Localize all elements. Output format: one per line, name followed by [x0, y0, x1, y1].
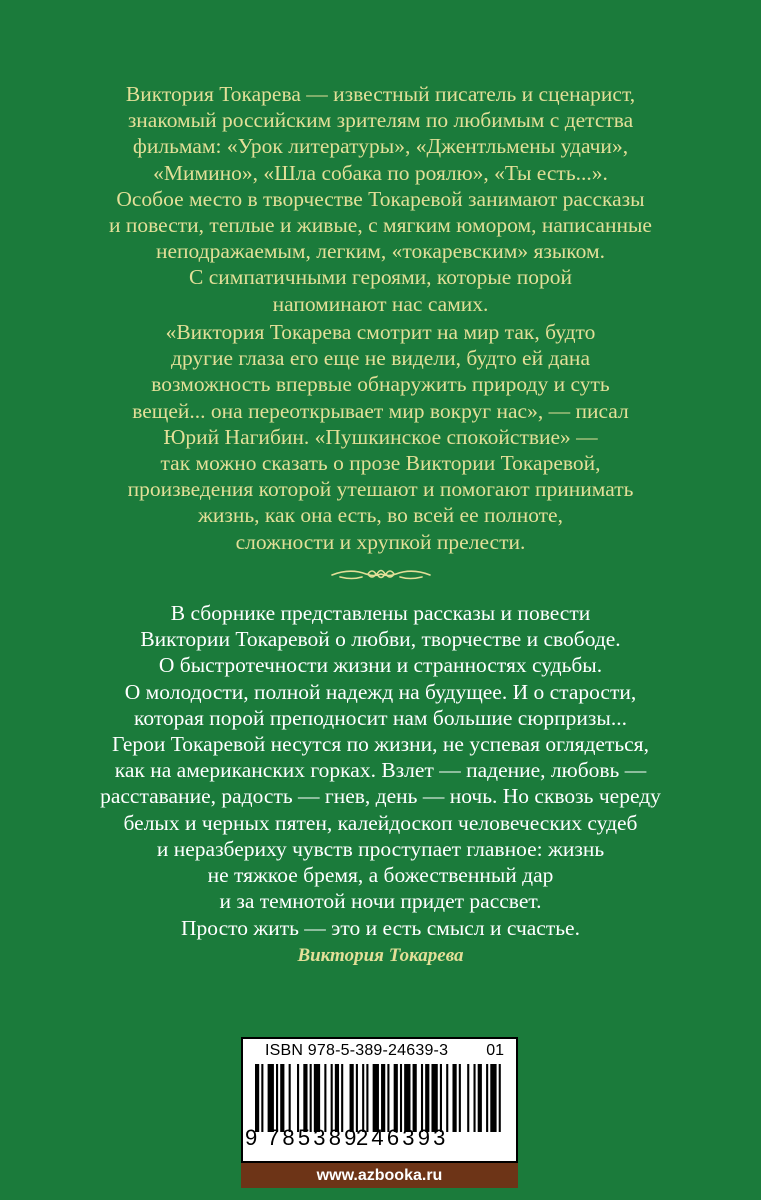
- text-line: «Виктория Токарева смотрит на мир так, будто: [165, 320, 596, 344]
- text-line: белых и черных пятен, калейдоскоп человеческих судеб: [123, 810, 638, 835]
- text-line: Герои Токаревой несутся по жизни, не успевая оглядеться,: [112, 732, 649, 757]
- text-line: и повести, теплые и живые, с мягким юмором, написанные: [109, 213, 652, 238]
- text-line: неподражаемым, легким, «токаревским» языком.: [156, 239, 605, 264]
- text-line: О быстротечности жизни и странностях судьбы.: [158, 653, 603, 678]
- barcode-digit-group-1: 785389: [267, 1125, 360, 1150]
- isbn-barcode: [241, 1037, 518, 1163]
- text-line: В сборнике представлены рассказы и повести: [170, 601, 591, 625]
- text-line: Юрий Нагибин. «Пушкинское спокойствие» —: [163, 424, 598, 449]
- text-line: возможность впервые обнаружить природу и суть: [151, 372, 610, 397]
- text-line: которая порой преподносит нам большие сюрпризы...: [134, 705, 627, 730]
- text-line: сложности и хрупкой прелести.: [235, 529, 526, 554]
- quote-paragraph: [60, 319, 701, 555]
- text-line: жизнь, как она есть, во всей ее полноте,: [198, 503, 563, 528]
- closing-quote: [60, 915, 701, 941]
- text-line: С симпатичными героями, которые порой: [189, 265, 572, 290]
- text-line: напоминают нас самих.: [272, 291, 489, 316]
- text-line: и за темнотой ночи придет рассвет.: [219, 889, 542, 914]
- text-line: фильмам: «Урок литературы», «Джентльмены удачи»,: [132, 134, 629, 159]
- barcode-digit-first: 9: [245, 1125, 258, 1150]
- text-line: не тяжкое бремя, а божественный дар: [207, 863, 554, 888]
- barcode-bars-icon: [255, 1064, 505, 1132]
- publisher-website: www.azbooka.ru: [241, 1163, 518, 1188]
- isbn-addon: 01: [486, 1042, 504, 1059]
- isbn-label: ISBN 978-5-389-24639-3: [265, 1042, 449, 1059]
- ornament-divider-icon: [330, 564, 432, 584]
- text-line: так можно сказать о прозе Виктории Токаревой,: [160, 451, 601, 476]
- text-line: Виктория Токарева — известный писатель и сценарист,: [125, 82, 636, 106]
- barcode-digit-group-2: 246393: [356, 1125, 449, 1150]
- text-line: знакомый российским зрителям по любимым с детства: [127, 108, 634, 133]
- text-line: расставание, радость — гнев, день — ночь. Но сквозь череду: [100, 784, 661, 809]
- closing-line: Просто жить — это и есть смысл и счастье.: [181, 916, 580, 940]
- text-line: «Мимино», «Шла собака по роялю», «Ты есть...».: [153, 160, 608, 185]
- text-line: О молодости, полной надежд на будущее. И о старости,: [124, 679, 637, 704]
- text-line: другие глаза его еще не видели, будто ей дана: [171, 346, 590, 371]
- text-line: как на американских горках. Взлет — падение, любовь —: [114, 758, 647, 783]
- text-line: Особое место в творчестве Токаревой занимают рассказы: [116, 186, 645, 211]
- text-line: вещей... она переоткрывает мир вокруг нас», — писал: [132, 398, 629, 423]
- intro-paragraph: [60, 81, 701, 317]
- text-line: и неразбериху чувств проступает главное: жизнь: [156, 836, 605, 861]
- description-paragraph: [60, 600, 701, 914]
- text-line: произведения которой утешают и помогают принимать: [127, 477, 634, 502]
- text-line: Виктории Токаревой о любви, творчестве и свободе.: [140, 627, 621, 652]
- author-signature: Виктория Токарева: [297, 945, 464, 966]
